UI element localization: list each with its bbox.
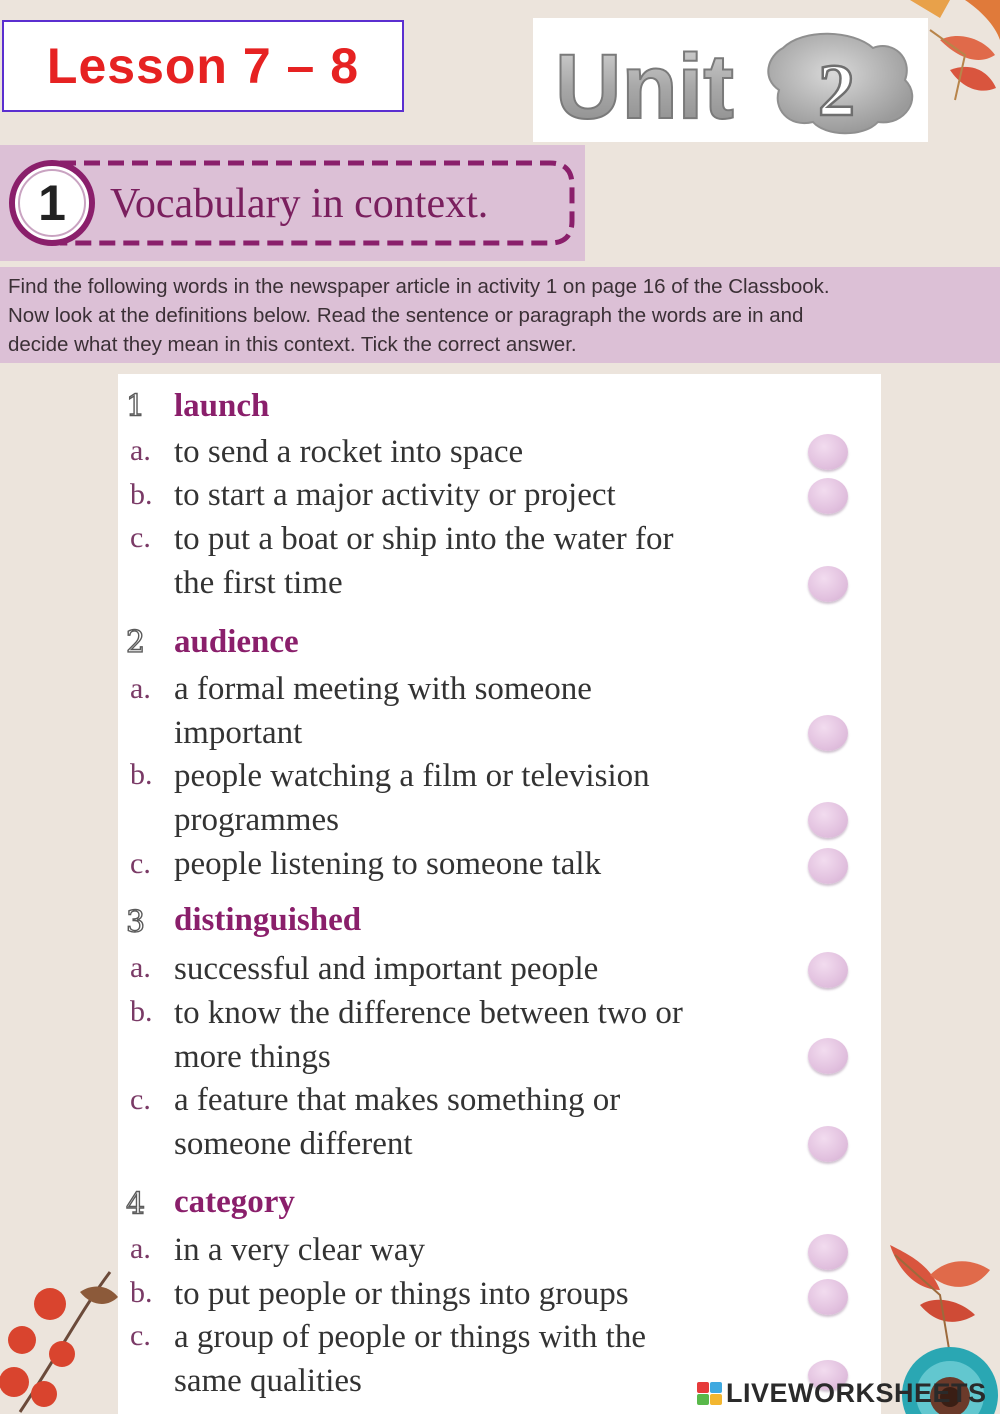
answer-2c-radio[interactable] xyxy=(808,848,848,884)
section-heading xyxy=(0,145,585,261)
instructions-line: decide what they mean in this context. Tick the correct answer. xyxy=(8,333,577,356)
option-text: people listening to someone talk xyxy=(174,846,602,882)
option-letter: a. xyxy=(130,951,151,984)
option-text: people watching a film or television xyxy=(174,758,650,794)
liveworksheets-logo-icon xyxy=(697,1382,722,1405)
question-word: audience xyxy=(174,624,299,660)
question-card xyxy=(118,374,881,1414)
section-title: Vocabulary in context. xyxy=(110,181,489,227)
option-text: a feature that makes something or xyxy=(174,1082,621,1118)
option-letter: c. xyxy=(130,1319,151,1352)
option-letter: a. xyxy=(130,672,151,705)
question-word: launch xyxy=(174,388,270,424)
brand-text: LIVEWORKSHEETS xyxy=(726,1377,987,1408)
option-letter: a. xyxy=(130,1232,151,1265)
section-number: 1 xyxy=(38,175,66,231)
answer-2b-radio[interactable] xyxy=(808,802,848,838)
option-letter: a. xyxy=(130,434,151,467)
option-text: important xyxy=(174,715,303,751)
question-number: 3 xyxy=(126,905,146,940)
instructions-line: Now look at the definitions below. Read the sentence or paragraph the words are in and xyxy=(8,304,804,327)
option-text: same qualities xyxy=(174,1363,362,1399)
question-number: 2 xyxy=(126,625,146,660)
option-text: in a very clear way xyxy=(174,1232,426,1268)
question-word: distinguished xyxy=(174,902,362,938)
option-text: to send a rocket into space xyxy=(174,434,524,470)
question-number: 4 xyxy=(126,1187,146,1222)
answer-1b-radio[interactable] xyxy=(808,478,848,514)
option-letter: c. xyxy=(130,521,151,554)
option-letter: b. xyxy=(130,758,153,791)
option-text: to put a boat or ship into the water for xyxy=(174,521,674,557)
instructions-line: Find the following words in the newspaper article in activity 1 on page 16 of the Classbook. xyxy=(8,275,830,298)
option-text: successful and important people xyxy=(174,951,599,987)
question-word: category xyxy=(174,1184,295,1220)
instructions xyxy=(0,267,1000,363)
answer-3a-radio[interactable] xyxy=(808,952,848,988)
option-text: a group of people or things with the xyxy=(174,1319,646,1355)
unit-word: Unit xyxy=(555,36,734,138)
answer-4a-radio[interactable] xyxy=(808,1234,848,1270)
option-text: a formal meeting with someone xyxy=(174,671,592,707)
answer-2a-radio[interactable] xyxy=(808,715,848,751)
option-text: someone different xyxy=(174,1126,413,1162)
berries-branch-icon xyxy=(0,1262,120,1414)
answer-1a-radio[interactable] xyxy=(808,434,848,470)
answer-3c-radio[interactable] xyxy=(808,1126,848,1162)
answer-4b-radio[interactable] xyxy=(808,1279,848,1315)
option-text: to know the difference between two or xyxy=(174,995,683,1031)
question-number: 1 xyxy=(126,389,146,424)
option-letter: b. xyxy=(130,1276,153,1309)
answer-3b-radio[interactable] xyxy=(808,1038,848,1074)
option-text: to put people or things into groups xyxy=(174,1276,629,1312)
lesson-title: Lesson 7 – 8 xyxy=(46,38,360,94)
option-text: to start a major activity or project xyxy=(174,477,616,513)
option-text: the first time xyxy=(174,565,343,601)
answer-1c-radio[interactable] xyxy=(808,566,848,602)
unit-badge xyxy=(533,18,928,142)
liveworksheets-brand xyxy=(697,1378,987,1408)
autumn-leaves-icon xyxy=(870,0,1000,140)
option-text: more things xyxy=(174,1039,331,1075)
unit-graphic xyxy=(533,18,928,142)
unit-number: 2 xyxy=(818,50,855,132)
option-text: programmes xyxy=(174,802,339,838)
option-letter: b. xyxy=(130,995,153,1028)
option-letter: c. xyxy=(130,1083,151,1116)
lesson-title-box xyxy=(2,20,404,112)
option-letter: c. xyxy=(130,847,151,880)
option-letter: b. xyxy=(130,478,153,511)
